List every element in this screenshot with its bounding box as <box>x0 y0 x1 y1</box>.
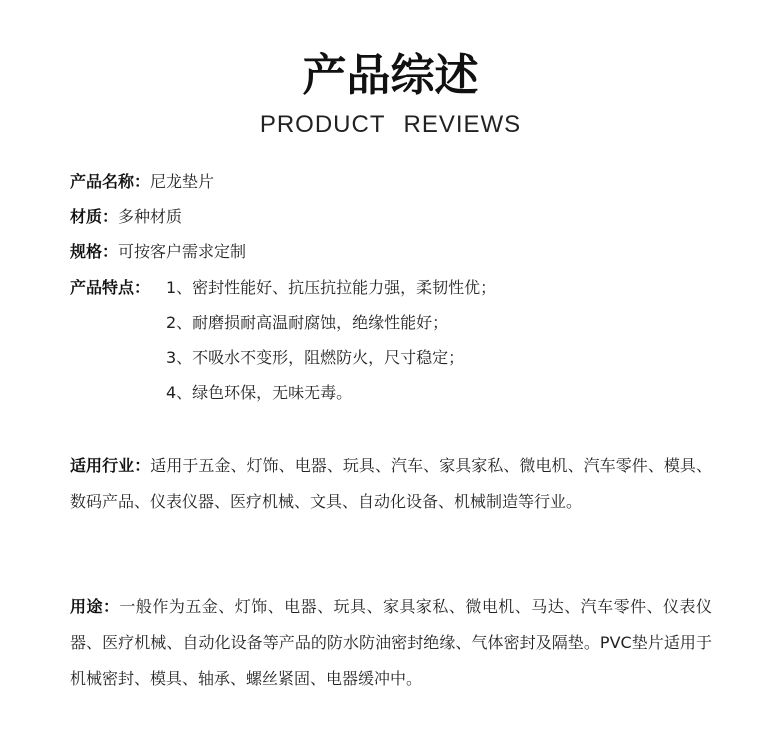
spec-name-value: 尼龙垫片 <box>150 172 215 191</box>
usage-text: 一般作为五金、灯饰、电器、玩具、家具家私、微电机、马达、汽车零件、仪表仪器、医疗机械、自动化设备等产品的防水防油密封绝缘、气体密封及隔垫。PVC垫片适用于机械密封、模具、轴承、螺丝紧固、电器缓冲中。 <box>70 597 712 688</box>
spec-material-value: 多种材质 <box>118 207 183 226</box>
subtitle-word-1: PRODUCT <box>259 111 386 138</box>
feature-item: 1、密封性能好、抗压抗拉能力强，柔韧性优； <box>166 278 497 297</box>
feature-item: 4、绿色环保，无味无毒。 <box>166 383 353 402</box>
industry-text: 适用于五金、灯饰、电器、玩具、汽车、家具家私、微电机、汽车零件、模具、数码产品、仪表仪器、医疗机械、文具、自动化设备、机械制造等行业。 <box>70 456 712 511</box>
spec-size-label: 规格： <box>70 242 119 261</box>
spec-features <box>70 276 150 300</box>
subtitle-word-2: REVIEWS <box>403 111 522 138</box>
usage-section <box>70 589 712 697</box>
spec-material <box>70 205 182 229</box>
spec-size <box>70 240 246 264</box>
usage-label: 用途： <box>70 597 120 616</box>
spec-name-label: 产品名称： <box>70 172 151 191</box>
page-title: 产品综述 <box>302 50 479 101</box>
industry-label: 适用行业： <box>70 456 151 475</box>
spec-name <box>70 170 214 194</box>
industry-section <box>70 448 712 520</box>
spec-material-label: 材质： <box>70 207 119 226</box>
feature-item: 2、耐磨损耐高温耐腐蚀，绝缘性能好； <box>166 313 449 332</box>
page-subtitle <box>0 108 781 142</box>
feature-item: 3、不吸水不变形，阻燃防火，尺寸稳定； <box>166 348 465 367</box>
spec-size-value: 可按客户需求定制 <box>118 242 247 261</box>
spec-features-label: 产品特点： <box>70 278 151 297</box>
